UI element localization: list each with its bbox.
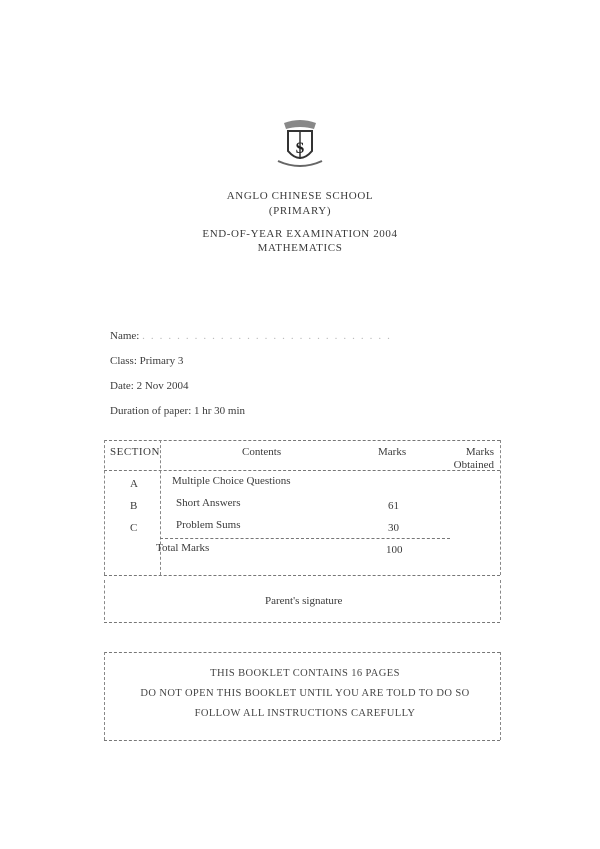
name-underline: ............................. <box>142 330 396 342</box>
instructions-top-border <box>104 652 500 653</box>
svg-text:S: S <box>295 140 305 157</box>
school-crest-logo <box>270 115 330 175</box>
notice-page-count: THIS BOOKLET CONTAINS 16 PAGES <box>210 668 400 679</box>
signature-bottom-border <box>104 622 500 623</box>
total-marks: 100 <box>386 544 403 556</box>
header-marks-obtained: Marks Obtained <box>453 446 494 471</box>
row-b-marks: 61 <box>388 500 399 512</box>
duration-field: Duration of paper: 1 hr 30 min <box>110 405 246 417</box>
exam-title: END-OF-YEAR EXAMINATION 2004 <box>202 228 398 240</box>
signature-right-border <box>500 580 501 620</box>
notice-do-not-open: DO NOT OPEN THIS BOOKLET UNTIL YOU ARE TOLD TO DO SO <box>140 688 470 699</box>
row-a-contents: Multiple Choice Questions <box>172 475 291 487</box>
table-bottom-border <box>104 575 500 576</box>
row-c-section: C <box>130 522 138 534</box>
instructions-left-border <box>104 652 105 740</box>
class-field: Class: Primary 3 <box>110 355 184 367</box>
header-contents: Contents <box>242 446 282 458</box>
row-c-contents: Problem Sums <box>176 519 241 531</box>
header-marks: Marks <box>378 446 407 458</box>
total-label: Total Marks <box>156 542 210 554</box>
school-division: (PRIMARY) <box>268 205 332 217</box>
subject-title: MATHEMATICS <box>257 242 343 254</box>
header-section: SECTION <box>110 446 160 458</box>
total-divider <box>160 538 450 539</box>
row-a-section: A <box>130 478 138 490</box>
table-right-border <box>500 440 501 575</box>
date-field: Date: 2 Nov 2004 <box>110 380 189 392</box>
school-name: ANGLO CHINESE SCHOOL <box>226 190 374 202</box>
row-b-contents: Short Answers <box>176 497 241 509</box>
table-header-divider <box>104 470 500 471</box>
table-col-divider <box>160 440 161 575</box>
row-b-section: B <box>130 500 138 512</box>
instructions-bottom-border <box>104 740 500 741</box>
table-left-border <box>104 440 105 575</box>
table-top-border <box>104 440 500 441</box>
instructions-right-border <box>500 652 501 740</box>
parent-signature-label: Parent's signature <box>265 595 343 607</box>
signature-left-border <box>104 580 105 620</box>
name-label: Name: <box>110 330 140 342</box>
row-c-marks: 30 <box>388 522 399 534</box>
notice-follow-instructions: FOLLOW ALL INSTRUCTIONS CAREFULLY <box>194 708 416 719</box>
name-field <box>110 330 396 342</box>
